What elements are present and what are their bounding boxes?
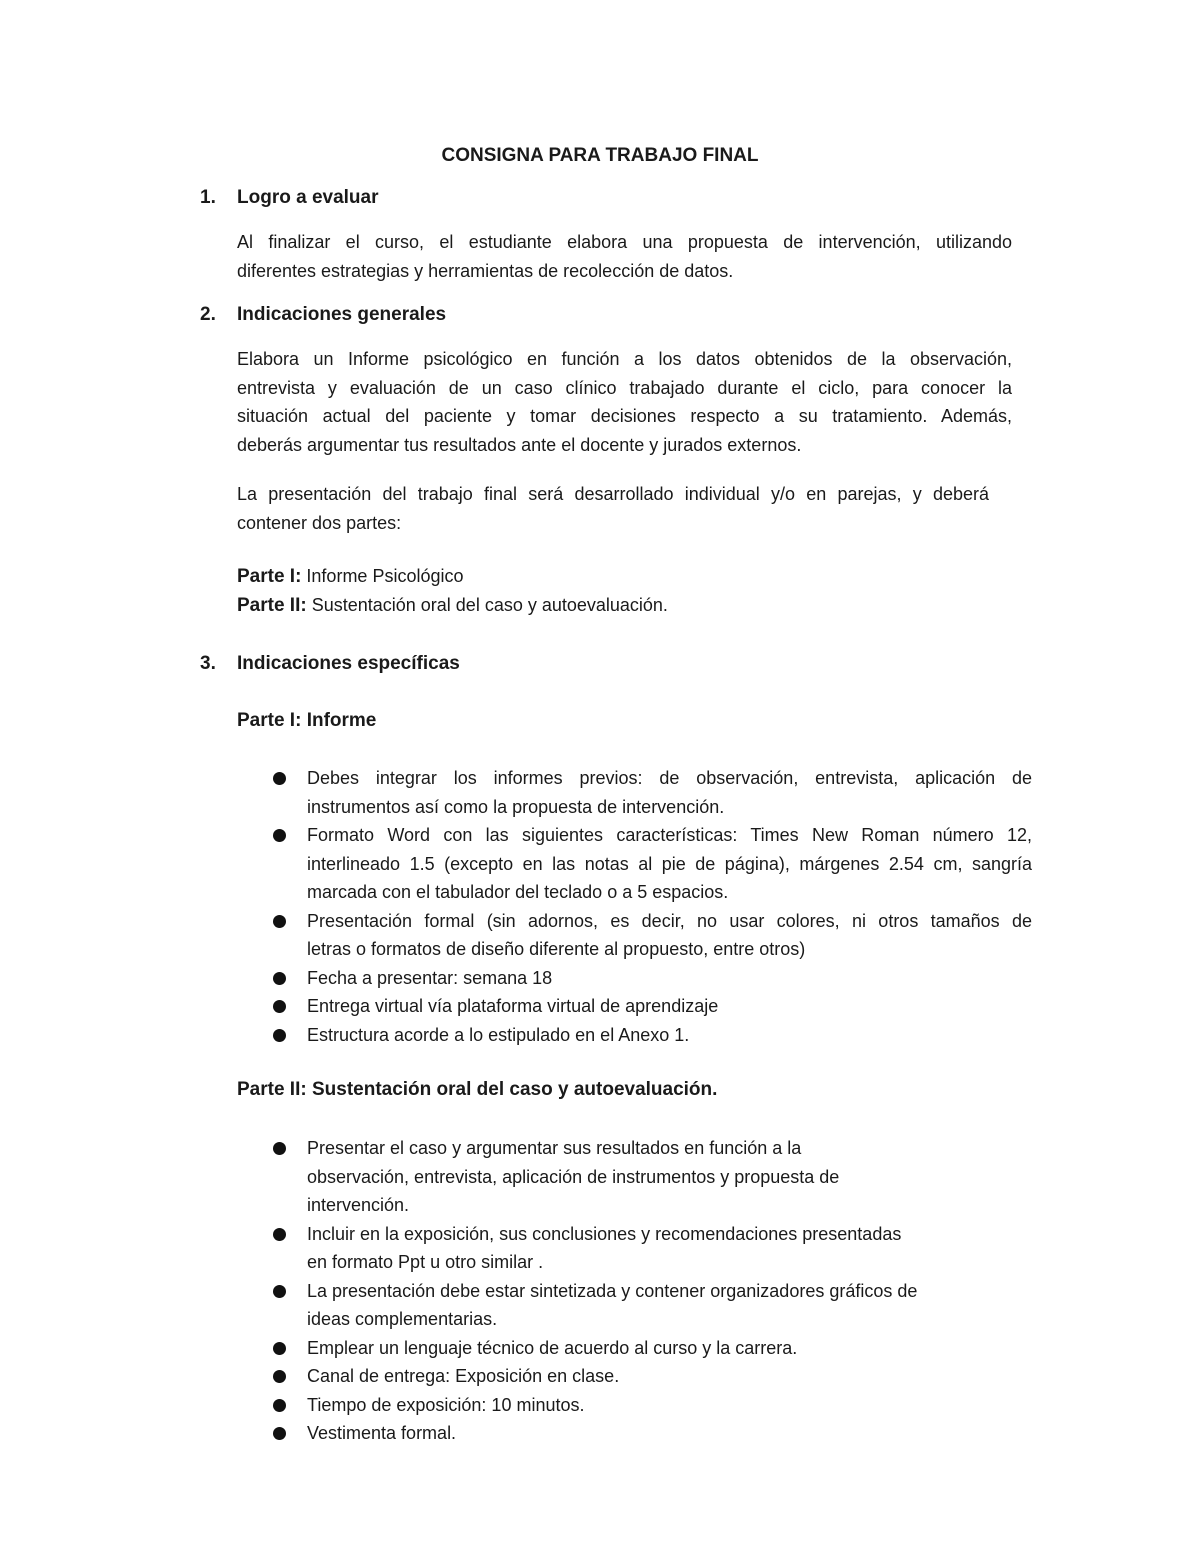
list-item-line: marcada con el tabulador del teclado o a 5 espacios. xyxy=(307,882,729,902)
list-item-line: Canal de entrega: Exposición en clase. xyxy=(307,1366,620,1386)
part-2-bullet-list xyxy=(270,1134,1032,1448)
list-item xyxy=(270,1021,1032,1050)
list-item-line: en formato Ppt u otro similar . xyxy=(307,1252,544,1272)
section-1-title: Logro a evaluar xyxy=(237,187,379,208)
list-item-line: Emplear un lenguaje técnico de acuerdo al curso y la carrera. xyxy=(307,1337,798,1358)
list-item-line: Entrega virtual vía plataforma virtual de aprendizaje xyxy=(307,996,719,1016)
list-item xyxy=(270,821,1032,907)
part-2-line xyxy=(237,591,668,620)
bullet-icon xyxy=(273,772,286,785)
list-item-line: Fecha a presentar: semana 18 xyxy=(307,967,553,988)
section-3-number: 3. xyxy=(200,653,216,674)
paragraph-line: situación actual del paciente y tomar decisiones respecto a su tratamiento. Además, xyxy=(237,406,1012,426)
section-3-heading xyxy=(200,650,460,678)
paragraph-line: La presentación del trabajo final será desarrollado individual y/o en parejas, y deberá xyxy=(237,484,989,504)
document-title: CONSIGNA PARA TRABAJO FINAL xyxy=(441,145,759,166)
list-item xyxy=(270,992,1032,1021)
paragraph-line: contener dos partes: xyxy=(237,512,402,533)
bullet-icon xyxy=(273,1342,286,1355)
part-1-subheading: Parte I: Informe xyxy=(237,710,377,731)
bullet-icon xyxy=(273,1427,286,1440)
section-2-paragraph-1 xyxy=(237,345,1012,459)
bullet-icon xyxy=(273,1228,286,1241)
part-2-label: Parte II: xyxy=(237,595,307,616)
list-item-line: ideas complementarias. xyxy=(307,1309,498,1329)
list-item-line: Estructura acorde a lo estipulado en el Anexo 1. xyxy=(307,1024,690,1045)
bullet-icon xyxy=(273,1029,286,1042)
list-item-line: Incluir en la exposición, sus conclusiones y recomendaciones presentadas xyxy=(307,1223,902,1244)
section-3-title: Indicaciones específicas xyxy=(237,653,460,674)
part-1-line xyxy=(237,562,464,591)
section-1-number: 1. xyxy=(200,187,216,208)
list-item-line: observación, entrevista, aplicación de instrumentos y propuesta de xyxy=(307,1166,840,1187)
section-2-heading xyxy=(200,301,446,329)
list-item-line: intervención. xyxy=(307,1195,410,1215)
list-item xyxy=(270,764,1032,821)
list-item xyxy=(270,1220,1032,1277)
paragraph-line: entrevista y evaluación de un caso clínico trabajado durante el ciclo, para conocer la xyxy=(237,377,1012,398)
section-1-heading xyxy=(200,184,379,212)
part-1-bullet-list xyxy=(270,764,1032,1049)
paragraph-line: deberás argumentar tus resultados ante el docente y jurados externos. xyxy=(237,434,802,455)
list-item-line: instrumentos así como la propuesta de intervención. xyxy=(307,796,725,817)
list-item-line: Debes integrar los informes previos: de observación, entrevista, aplicación de xyxy=(307,768,1032,788)
list-item xyxy=(270,1419,1032,1448)
list-item xyxy=(270,1391,1032,1420)
section-1-paragraph xyxy=(237,228,1012,285)
bullet-icon xyxy=(273,1142,286,1155)
part-2-text: Sustentación oral del caso y autoevaluación. xyxy=(306,595,668,615)
paragraph-line: diferentes estrategias y herramientas de recolección de datos. xyxy=(237,260,734,281)
list-item-line: Vestimenta formal. xyxy=(307,1423,457,1443)
list-item-line: Formato Word con las siguientes características: Times New Roman número 12, xyxy=(307,825,1032,845)
bullet-icon xyxy=(273,972,286,985)
section-2-number: 2. xyxy=(200,304,216,325)
part-2-subheading: Parte II: Sustentación oral del caso y autoevaluación. xyxy=(237,1079,718,1100)
list-item xyxy=(270,907,1032,964)
list-item xyxy=(270,1334,1032,1363)
bullet-icon xyxy=(273,915,286,928)
bullet-icon xyxy=(273,1000,286,1013)
list-item xyxy=(270,964,1032,993)
bullet-icon xyxy=(273,829,286,842)
part-1-label: Parte I: xyxy=(237,566,302,587)
list-item-line: Presentación formal (sin adornos, es decir, no usar colores, ni otros tamaños de xyxy=(307,910,1032,931)
bullet-icon xyxy=(273,1370,286,1383)
list-item-line: La presentación debe estar sintetizada y contener organizadores gráficos de xyxy=(307,1280,918,1301)
list-item xyxy=(270,1277,1032,1334)
list-item-line: Presentar el caso y argumentar sus resultados en función a la xyxy=(307,1138,802,1158)
paragraph-line: Al finalizar el curso, el estudiante elabora una propuesta de intervención, utilizando xyxy=(237,232,1012,252)
list-item xyxy=(270,1362,1032,1391)
list-item-line: interlineado 1.5 (excepto en las notas al pie de página), márgenes 2.54 cm, sangría xyxy=(307,853,1032,874)
list-item xyxy=(270,1134,1032,1220)
list-item-line: letras o formatos de diseño diferente al propuesto, entre otros) xyxy=(307,939,806,959)
bullet-icon xyxy=(273,1285,286,1298)
paragraph-line: Elabora un Informe psicológico en función a los datos obtenidos de la observación, xyxy=(237,349,1012,369)
bullet-icon xyxy=(273,1399,286,1412)
part-1-text: Informe Psicológico xyxy=(301,566,464,586)
list-item-line: Tiempo de exposición: 10 minutos. xyxy=(307,1394,585,1415)
section-2-paragraph-2 xyxy=(237,480,989,537)
section-2-title: Indicaciones generales xyxy=(237,304,447,325)
